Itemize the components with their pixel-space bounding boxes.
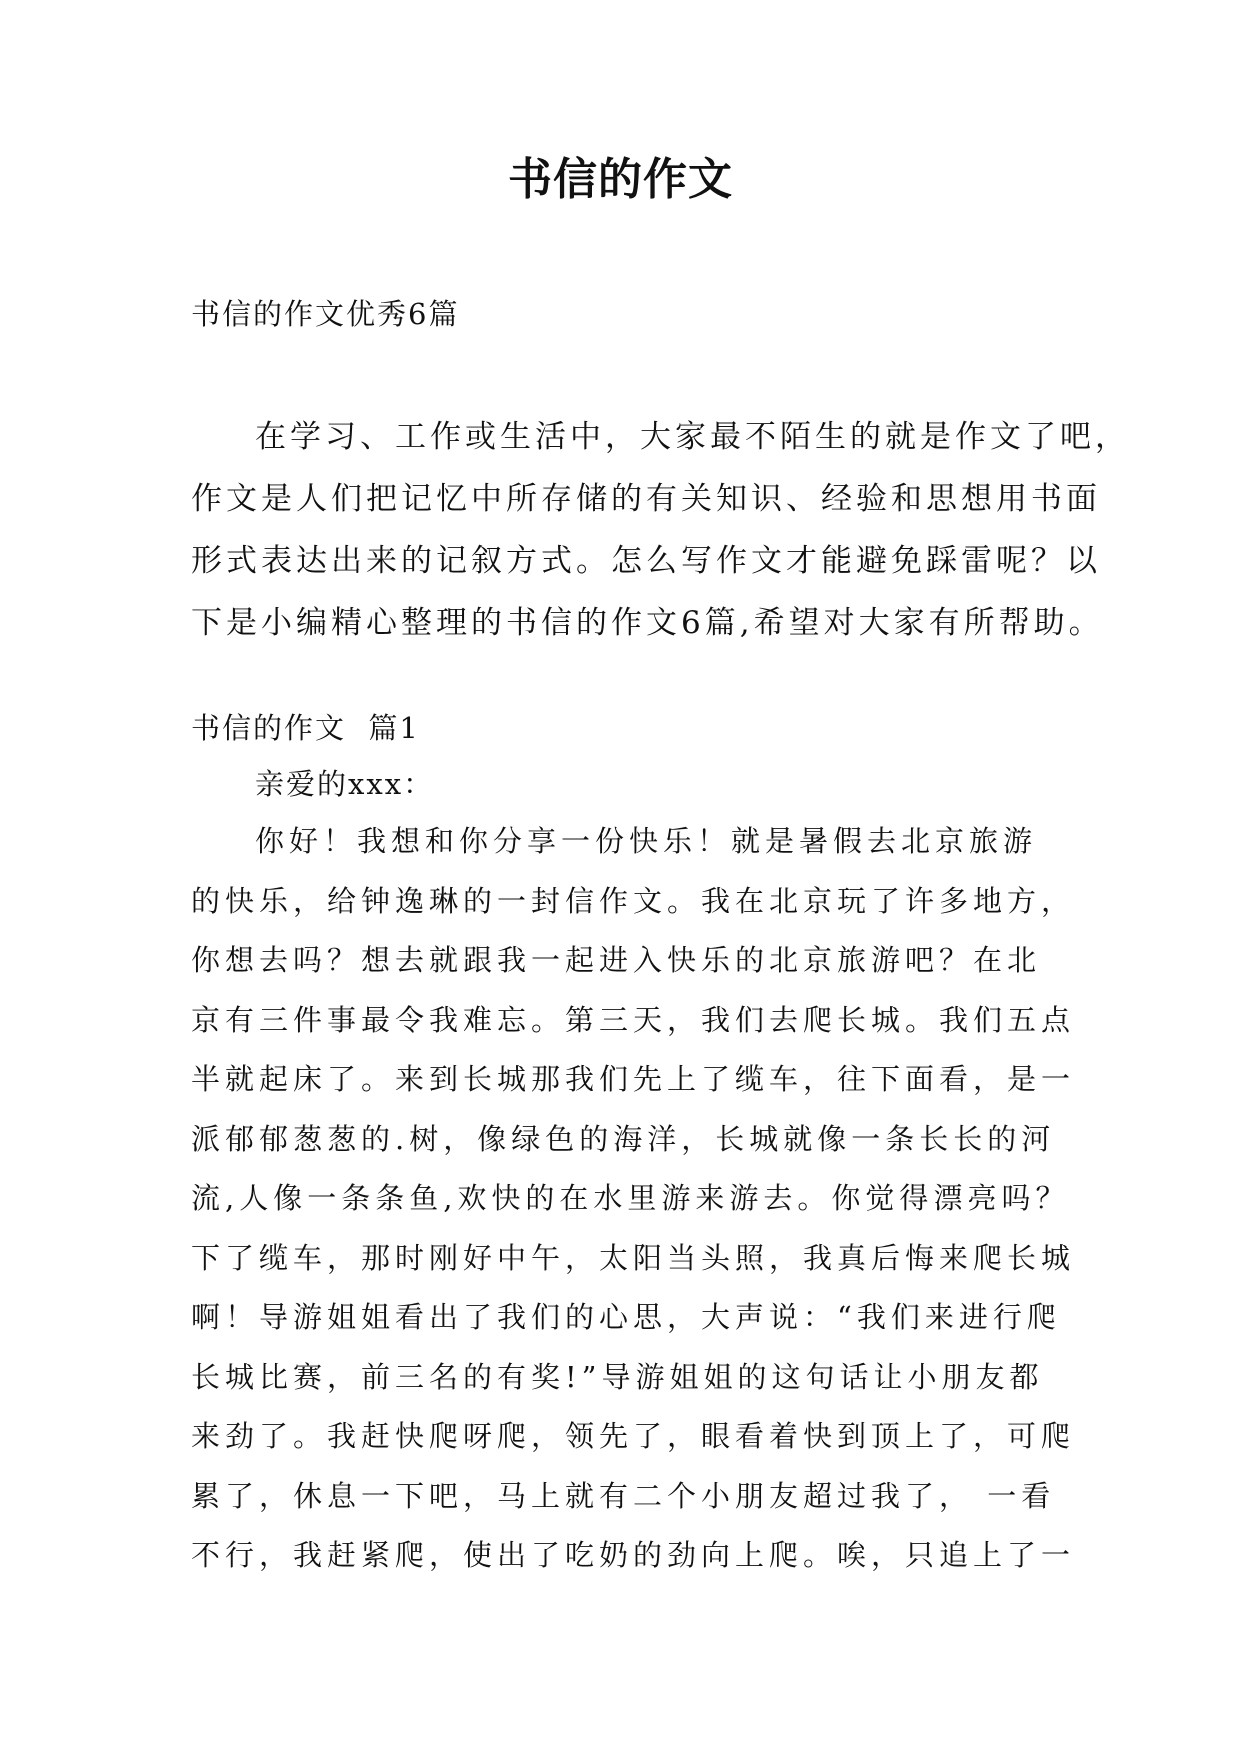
body-line: 来劲了。我赶快爬呀爬，领先了，眼看着快到顶上了，可爬 bbox=[191, 1419, 1076, 1453]
letter-greeting: 亲爱的xxx： bbox=[255, 767, 435, 801]
body-line: 你好！我想和你分享一份快乐！就是暑假去北京旅游 bbox=[255, 824, 1038, 858]
letter-body bbox=[191, 812, 1076, 1586]
intro-line: 形式表达出来的记叙方式。怎么写作文才能避免踩雷呢？以 bbox=[191, 543, 1101, 579]
document-title: 书信的作文 bbox=[508, 154, 733, 205]
body-line: 啊！导游姐姐看出了我们的心思，大声说：“我们来进行爬 bbox=[191, 1300, 1061, 1334]
document-subtitle: 书信的作文优秀6篇 bbox=[191, 297, 460, 331]
body-line: 流,人像一条条鱼,欢快的在水里游来游去。你觉得漂亮吗？ bbox=[191, 1181, 1070, 1215]
section-heading: 书信的作文 篇1 bbox=[191, 711, 420, 745]
body-line: 你想去吗？想去就跟我一起进入快乐的北京旅游吧？在北 bbox=[191, 943, 1042, 977]
intro-line: 作文是人们把记忆中所存储的有关知识、经验和思想用书面 bbox=[191, 481, 1101, 517]
intro-line: 下是小编精心整理的书信的作文6篇,希望对大家有所帮助。 bbox=[191, 605, 1104, 641]
body-line: 累了，休息一下吧，马上就有二个小朋友超过我了， 一看 bbox=[191, 1478, 1056, 1513]
body-line: 京有三件事最令我难忘。第三天，我们去爬长城。我们五点 bbox=[191, 1002, 1076, 1037]
body-line: 不行，我赶紧爬，使出了吃奶的劲向上爬。唉，只追上了一 bbox=[191, 1538, 1076, 1572]
intro-paragraph bbox=[191, 406, 1130, 654]
body-line: 的快乐，给钟逸琳的一封信作文。我在北京玩了许多地方， bbox=[191, 883, 1076, 918]
body-line: 半就起床了。来到长城那我们先上了缆车，往下面看，是一 bbox=[191, 1062, 1076, 1096]
body-line: 下了缆车，那时刚好中午，太阳当头照，我真后悔来爬长城 bbox=[191, 1240, 1076, 1275]
body-line: 长城比赛，前三名的有奖!”导游姐姐的这句话让小朋友都 bbox=[191, 1359, 1044, 1394]
intro-line: 在学习、工作或生活中，大家最不陌生的就是作文了吧， bbox=[255, 419, 1130, 455]
body-line: 派郁郁葱葱的.树，像绿色的海洋，长城就像一条长长的河 bbox=[191, 1121, 1056, 1156]
